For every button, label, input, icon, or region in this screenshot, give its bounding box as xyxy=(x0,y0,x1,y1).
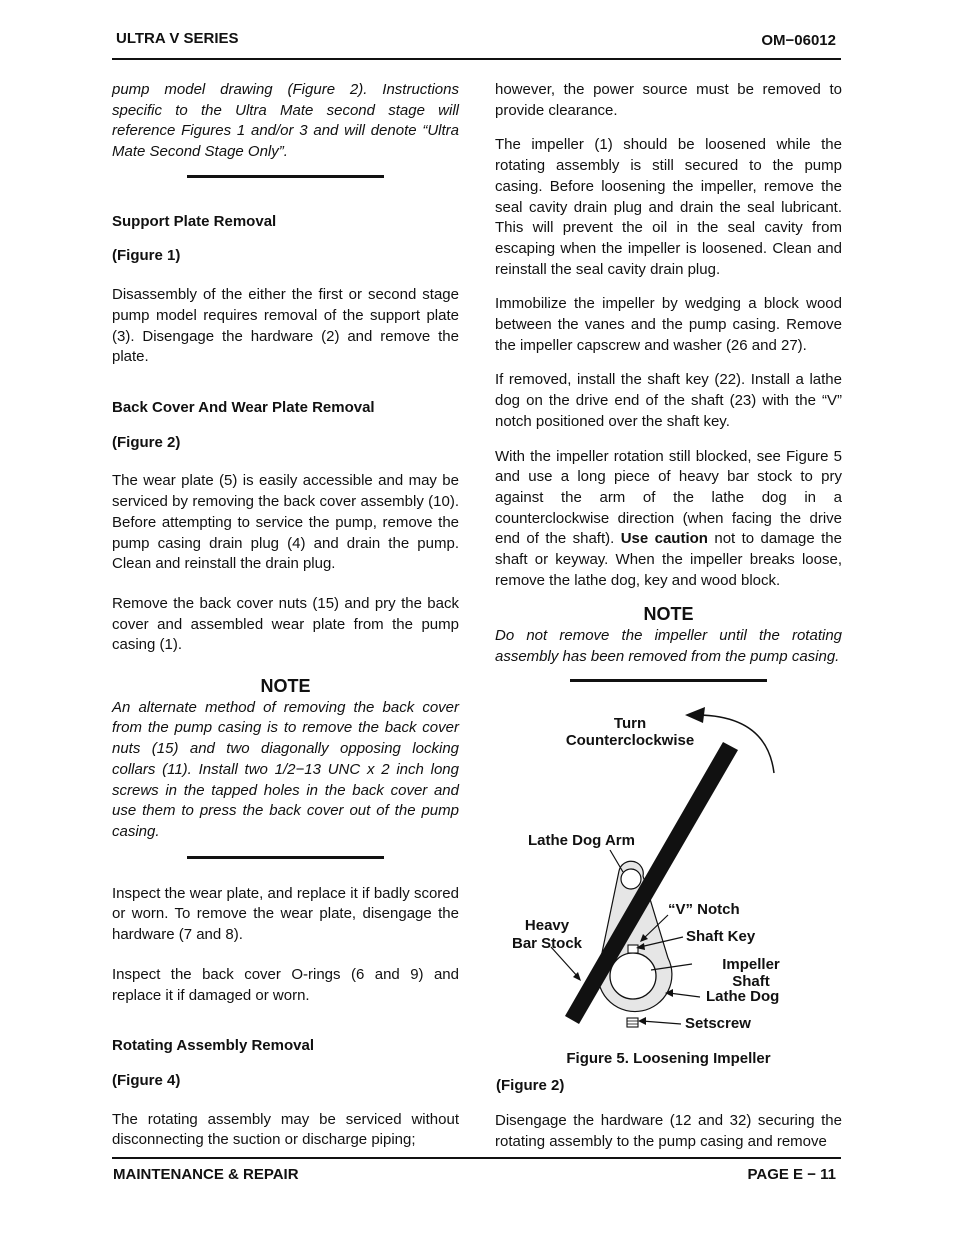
rotating-assembly-paragraph: The rotating assembly may be serviced without disconnecting the suction or discharge piping; xyxy=(112,1110,459,1149)
power-source-paragraph: however, the power source must be removed to provide clearance. xyxy=(495,81,842,119)
label-counterclockwise: Counterclockwise xyxy=(565,732,695,749)
note-divider-left xyxy=(187,856,384,859)
support-plate-paragraph: Disassembly of the either the first or second stage pump model requires removal of the support plate (3). Disengage the hardware (2) and remove the plate. xyxy=(112,286,459,366)
lathe-dog-arm-end xyxy=(621,869,641,889)
back-cover-paragraph: Remove the back cover nuts (15) and pry the back cover and assembled wear plate from the pump casing (1). xyxy=(112,594,459,654)
support-plate-figure-ref: (Figure 1) xyxy=(112,246,181,264)
rotation-text-end: not to damage the shaft or keyway. When the impeller breaks loose, remove the lathe dog, key and wood block. xyxy=(495,530,842,589)
shaft-key-shape xyxy=(628,945,638,953)
back-cover-figure-ref: (Figure 2) xyxy=(112,433,181,451)
header-series-title: ULTRA V SERIES xyxy=(116,30,239,47)
note-text-left: An alternate method of removing the back cover from the pump casing is to remove the back cover nuts (15) and two diagonally opposing locking collars (11). Install two 1/2−13 UNC x 2 inch long screws in the tapped holes in the back cover and use them to press the back cover out of the pump casing. xyxy=(112,698,459,840)
rotating-assembly-heading: Rotating Assembly Removal xyxy=(112,1037,314,1055)
label-v-notch: “V” Notch xyxy=(668,901,740,918)
figure-2-ref: (Figure 2) xyxy=(496,1077,565,1094)
header-rule xyxy=(112,58,841,60)
back-cover-heading: Back Cover And Wear Plate Removal xyxy=(112,399,375,417)
header-doc-number: OM−06012 xyxy=(761,32,836,49)
inspect-wear-plate-paragraph: Inspect the wear plate, and replace it if badly scored or worn. To remove the wear plate, disengage the hardware (7 and 8). xyxy=(112,884,459,944)
rotating-assembly-figure-ref: (Figure 4) xyxy=(112,1071,181,1089)
label-shaft-key: Shaft Key xyxy=(686,928,756,945)
shaft-key-paragraph: If removed, install the shaft key (22). Install a lathe dog on the drive end of the shaft (23) with the “V” notch positioned over the shaft key. xyxy=(495,371,842,430)
note-divider-right xyxy=(570,679,767,682)
footer-page-number: PAGE E − 11 xyxy=(747,1166,836,1183)
rotation-text-start: With the impeller rotation still blocked, see Figure 5 and use a long piece of heavy bar stock to pry against the arm of the lathe dog in a counterclockwise direction (when facing the drive end of the shaft). xyxy=(495,447,842,548)
label-lathe-dog: Lathe Dog xyxy=(706,988,780,1005)
impeller-shaft-circle xyxy=(610,953,656,999)
right-column-bottom xyxy=(495,1111,842,1152)
section-divider xyxy=(187,175,384,178)
figure-5-loosening-impeller-diagram xyxy=(495,690,845,1040)
label-bar-stock: Bar Stock xyxy=(511,935,583,952)
label-impeller: Impeller xyxy=(722,956,780,973)
note-title-left: NOTE xyxy=(260,676,311,697)
rotation-arrow-head xyxy=(685,707,705,723)
wear-plate-paragraph: The wear plate (5) is easily accessible and may be serviced by removing the back cover assembly (10). Before attempting to service the pump, remove the pump casing drain plug (4) and drain the pump. Clean and reinstall the drain plug. xyxy=(112,472,459,573)
note-text-right: Do not remove the impeller until the rotating assembly has been removed from the pump casing. xyxy=(495,627,842,665)
support-plate-heading: Support Plate Removal xyxy=(112,212,277,230)
use-caution-emphasis: Use caution xyxy=(620,530,708,548)
right-column xyxy=(495,80,842,682)
label-heavy: Heavy xyxy=(524,917,570,934)
left-column xyxy=(112,80,459,1151)
note-title-right: NOTE xyxy=(643,604,694,625)
rotation-arrow-arc xyxy=(698,715,774,773)
footer-rule xyxy=(112,1157,841,1159)
label-shaft: Shaft xyxy=(732,973,770,990)
label-setscrew: Setscrew xyxy=(685,1015,751,1032)
footer-section-title: MAINTENANCE & REPAIR xyxy=(113,1166,299,1183)
disengage-hardware-paragraph: Disengage the hardware (12 and 32) securing the rotating assembly to the pump casing and remove xyxy=(495,1112,842,1150)
impeller-loosen-paragraph: The impeller (1) should be loosened while the rotating assembly is still secured to the pump casing. Before loosening the impeller, remove the seal cavity drain plug and drain the seal lubricant. This will prevent the oil in the seal cavity from escaping when the impeller is loosened. Clean and reinstall the seal cavity drain plug. xyxy=(495,136,842,278)
label-turn: Turn xyxy=(613,715,647,732)
setscrew-shape xyxy=(627,1018,638,1027)
label-lathe-dog-arm: Lathe Dog Arm xyxy=(528,832,635,849)
immobilize-paragraph: Immobilize the impeller by wedging a block wood between the vanes and the pump casing. Remove the impeller capscrew and washer (26 and 27). xyxy=(495,295,842,354)
intro-paragraph: pump model drawing (Figure 2). Instructions specific to the Ultra Mate second stage will reference Figures 1 and/or 3 and will denote “Ultra Mate Second Stage Only”. xyxy=(112,81,459,161)
rotation-paragraph xyxy=(495,447,842,592)
figure-5-caption: Figure 5. Loosening Impeller xyxy=(566,1050,771,1067)
inspect-orings-paragraph: Inspect the back cover O-rings (6 and 9) and replace it if damaged or worn. xyxy=(112,965,459,1004)
